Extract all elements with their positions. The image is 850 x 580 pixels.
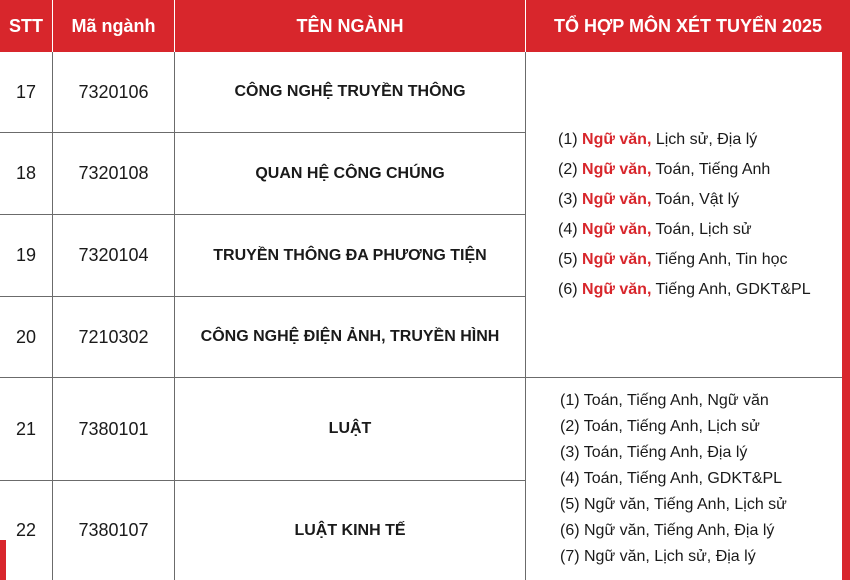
header-stt: STT bbox=[0, 0, 53, 52]
row-code: 7320104 bbox=[53, 215, 175, 296]
decorative-edge bbox=[842, 52, 850, 580]
table-row bbox=[0, 297, 526, 378]
row-stt: 21 bbox=[0, 378, 53, 480]
combo-item: (3) Ngữ văn, Toán, Vật lý bbox=[558, 190, 740, 208]
table-row bbox=[0, 133, 526, 215]
combo-item: (2) Toán, Tiếng Anh, Lịch sử bbox=[560, 418, 760, 435]
combo-item: (1) Toán, Tiếng Anh, Ngữ văn bbox=[560, 392, 769, 409]
combo-item: (1) Ngữ văn, Lịch sử, Địa lý bbox=[558, 130, 758, 148]
row-name: TRUYỀN THÔNG ĐA PHƯƠNG TIỆN bbox=[175, 215, 526, 296]
row-code: 7320106 bbox=[53, 52, 175, 132]
combo-item: (5) Ngữ văn, Tiếng Anh, Tin học bbox=[558, 250, 788, 268]
combo-group-1 bbox=[526, 52, 850, 378]
combo-item: (5) Ngữ văn, Tiếng Anh, Lịch sử bbox=[560, 496, 787, 513]
row-code: 7210302 bbox=[53, 297, 175, 377]
combo-item: (6) Ngữ văn, Tiếng Anh, Địa lý bbox=[560, 522, 775, 539]
combo-item: (4) Toán, Tiếng Anh, GDKT&PL bbox=[560, 470, 783, 487]
table-row bbox=[0, 481, 526, 580]
table-row bbox=[0, 52, 526, 133]
row-code: 7380107 bbox=[53, 481, 175, 580]
decorative-edge bbox=[0, 540, 6, 580]
row-code: 7380101 bbox=[53, 378, 175, 480]
row-name: QUAN HỆ CÔNG CHÚNG bbox=[175, 133, 526, 214]
table-row bbox=[0, 215, 526, 297]
row-stt: 17 bbox=[0, 52, 53, 132]
combo-item: (4) Ngữ văn, Toán, Lịch sử bbox=[558, 220, 752, 238]
header-name: TÊN NGÀNH bbox=[175, 0, 526, 52]
combo-item: (3) Toán, Tiếng Anh, Địa lý bbox=[560, 444, 748, 461]
combo-item: (2) Ngữ văn, Toán, Tiếng Anh bbox=[558, 160, 771, 178]
table-row bbox=[0, 378, 526, 481]
row-code: 7320108 bbox=[53, 133, 175, 214]
combo-group-2 bbox=[526, 378, 850, 580]
row-name: LUẬT bbox=[175, 378, 526, 480]
row-stt: 18 bbox=[0, 133, 53, 214]
row-stt: 19 bbox=[0, 215, 53, 296]
header-combos: TỔ HỢP MÔN XÉT TUYỂN 2025 bbox=[553, 15, 823, 36]
combo-item: (6) Ngữ văn, Tiếng Anh, GDKT&PL bbox=[558, 280, 811, 298]
table-header bbox=[0, 0, 850, 52]
combo-item: (7) Ngữ văn, Lịch sử, Địa lý bbox=[560, 548, 756, 565]
row-name: LUẬT KINH TẾ bbox=[175, 481, 526, 580]
header-code: Mã ngành bbox=[53, 0, 175, 52]
row-stt: 20 bbox=[0, 297, 53, 377]
row-name: CÔNG NGHỆ ĐIỆN ẢNH, TRUYỀN HÌNH bbox=[175, 297, 526, 377]
row-stt: 22 bbox=[0, 481, 53, 580]
row-name: CÔNG NGHỆ TRUYỀN THÔNG bbox=[175, 52, 526, 132]
